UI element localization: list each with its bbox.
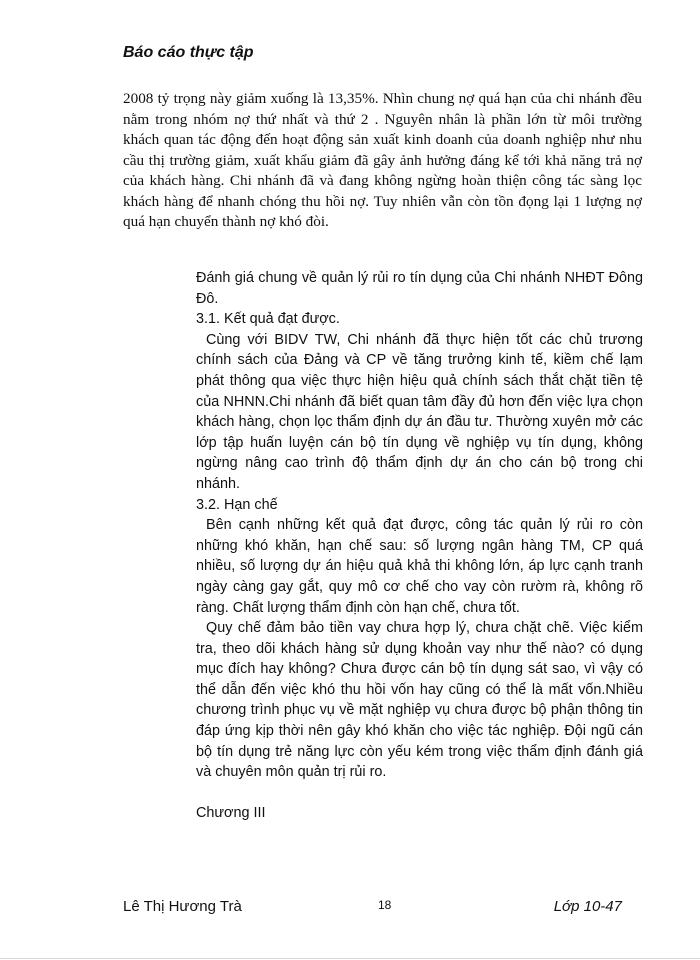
subsection-title-results: 3.1. Kết quả đạt được. xyxy=(196,311,340,328)
chapter-label: Chương III xyxy=(196,804,266,821)
page-bottom-divider xyxy=(0,958,700,959)
report-header-title: Báo cáo thực tập xyxy=(123,44,254,61)
limitations-paragraph-1: Bên cạnh những kết quả đạt được, công tác quản lý rủi ro còn những khó khăn, hạn chế sau: số lượng ngân hàng TM, CP quá nhiều, số lượng dự án hiệu quả khả thi không lớn, áp lực cạnh tranh ngày càng gay gắt, quy mô cơ chế cho vay còn rườm rà, không rõ ràng. Chất lượng thẩm định còn hạn chế, chưa tốt. xyxy=(196,517,643,616)
footer-class: Lớp 10-47 xyxy=(553,898,622,915)
subsection-title-limitations: 3.2. Hạn chế xyxy=(196,496,278,513)
main-body xyxy=(196,268,643,823)
limitations-paragraph-2: Quy chế đảm bảo tiền vay chưa hợp lý, chưa chặt chẽ. Việc kiểm tra, theo dõi khách hàng sử dụng khoản vay như thế nào? có dụng mục đích hay không? Chưa được cán bộ tín dụng sát sao, vì vậy có thể dẫn đến việc khó thu hồi vốn hay cũng có thể là mất vốn.Nhiều chương trình phục vụ về mặt nghiệp vụ chưa được bộ phận thông tin đáp ứng kịp thời nên gây khó khăn cho việc tác nghiệp. Đội ngũ cán bộ tín dụng trẻ năng lực còn yếu kém trong việc thẩm định đánh giá và chuyên môn quản trị rủi ro. xyxy=(196,620,643,781)
page-number: 18 xyxy=(378,898,392,912)
results-paragraph: Cùng với BIDV TW, Chi nhánh đã thực hiện tốt các chủ trương chính sách của Đảng và CP về tăng trưởng kinh tế, kiềm chế lạm phát thông qua việc thực hiện hiệu quả chính sách thắt chặt tiền tệ của NHNN.Chi nhánh đã biết quan tâm đầy đủ hơn đến việc lựa chọn khách hàng, chọn lọc thẩm định dự án đầu tư. Thường xuyên mở các lớp tập huấn luyện cán bộ tín dụng về nghiệp vụ tín dụng, không ngừng nâng cao trình độ thẩm định dự án cho cán bộ trong chi nhánh. xyxy=(196,331,643,492)
page-footer xyxy=(123,898,622,920)
footer-author: Lê Thị Hương Trà xyxy=(123,898,242,915)
section-heading: Đánh giá chung về quản lý rủi ro tín dụng của Chi nhánh NHĐT Đông Đô. xyxy=(196,270,643,307)
intro-paragraph: 2008 tỷ trọng này giảm xuống là 13,35%. Nhìn chung nợ quá hạn của chi nhánh đều nằm trong nhóm nợ thứ nhất và thứ 2 . Nguyên nhân là phần lớn từ môi trường khách quan tác động đến hoạt động sản xuất kinh doanh của doanh nghiệp như nhu cầu thị trường giảm, xuất khẩu giảm đã gây ảnh hưởng đáng kể tới khả năng trả nợ của khách hàng. Chi nhánh đã và đang không ngừng hoàn thiện công tác sàng lọc khách hàng để nhanh chóng thu hồi nợ. Tuy nhiên vẫn còn tồn đọng lại 1 lượng nợ quá hạn chuyển thành nợ khó đòi. xyxy=(123,90,642,230)
